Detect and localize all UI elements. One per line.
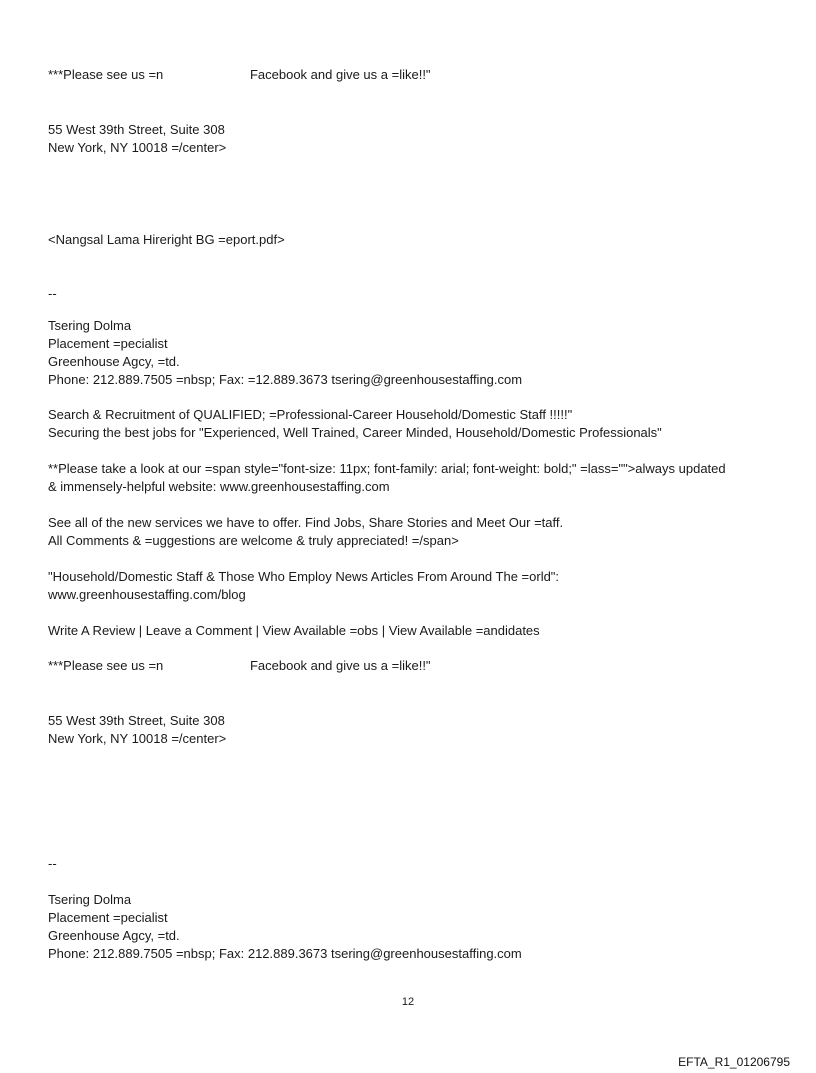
address-city: New York, NY 10018 =/center> <box>48 140 227 155</box>
news-line-1: "Household/Domestic Staff & Those Who Employ News Articles From Around The =orld": <box>48 569 560 584</box>
signature-contact: Phone: 212.889.7505 =nbsp; Fax: =12.889.3673 tsering@greenhousestaffing.com <box>48 372 523 387</box>
signature-contact-2: Phone: 212.889.7505 =nbsp; Fax: 212.889.3673 tsering@greenhousestaffing.com <box>48 946 522 961</box>
address-street-2: 55 West 39th Street, Suite 308 <box>48 713 225 728</box>
website-line-2: & immensely-helpful website: www.greenhousestaffing.com <box>48 479 390 494</box>
facebook-line: ***Please see us =n Facebook and give us a =like!!" <box>48 67 431 82</box>
page-number: 12 <box>401 996 415 1008</box>
website-line-1: **Please take a look at our =span style="font-size: 11px; font-family: arial; font-weight: bold;" =lass="">always updated <box>48 461 726 476</box>
signature-title-2: Placement =pecialist <box>48 910 168 925</box>
news-line-2: www.greenhousestaffing.com/blog <box>48 587 246 602</box>
links-line: Write A Review | Leave a Comment | View Available =obs | View Available =andidates <box>48 623 540 638</box>
address-city-2: New York, NY 10018 =/center> <box>48 731 227 746</box>
signature-title: Placement =pecialist <box>48 336 168 351</box>
services-line-1: See all of the new services we have to offer. Find Jobs, Share Stories and Meet Our =taff. <box>48 515 564 530</box>
signature-separator-2: -- <box>48 856 57 871</box>
tagline-line-2: Securing the best jobs for "Experienced, Well Trained, Career Minded, Household/Domestic Professionals" <box>48 425 662 440</box>
signature-company: Greenhouse Agcy, =td. <box>48 354 180 369</box>
services-line-2: All Comments & =uggestions are welcome & truly appreciated! =/span> <box>48 533 459 548</box>
signature-company-2: Greenhouse Agcy, =td. <box>48 928 180 943</box>
signature-separator: -- <box>48 286 57 301</box>
signature-name-2: Tsering Dolma <box>48 892 132 907</box>
tagline-line-1: Search & Recruitment of QUALIFIED; =Professional-Career Household/Domestic Staff !!!!!" <box>48 407 573 422</box>
bates-number: EFTA_R1_01206795 <box>678 1055 790 1069</box>
signature-name: Tsering Dolma <box>48 318 132 333</box>
address-street: 55 West 39th Street, Suite 308 <box>48 122 225 137</box>
attachment-name: <Nangsal Lama Hireright BG =eport.pdf> <box>48 232 285 247</box>
facebook-line-2: ***Please see us =n Facebook and give us a =like!!" <box>48 658 431 673</box>
